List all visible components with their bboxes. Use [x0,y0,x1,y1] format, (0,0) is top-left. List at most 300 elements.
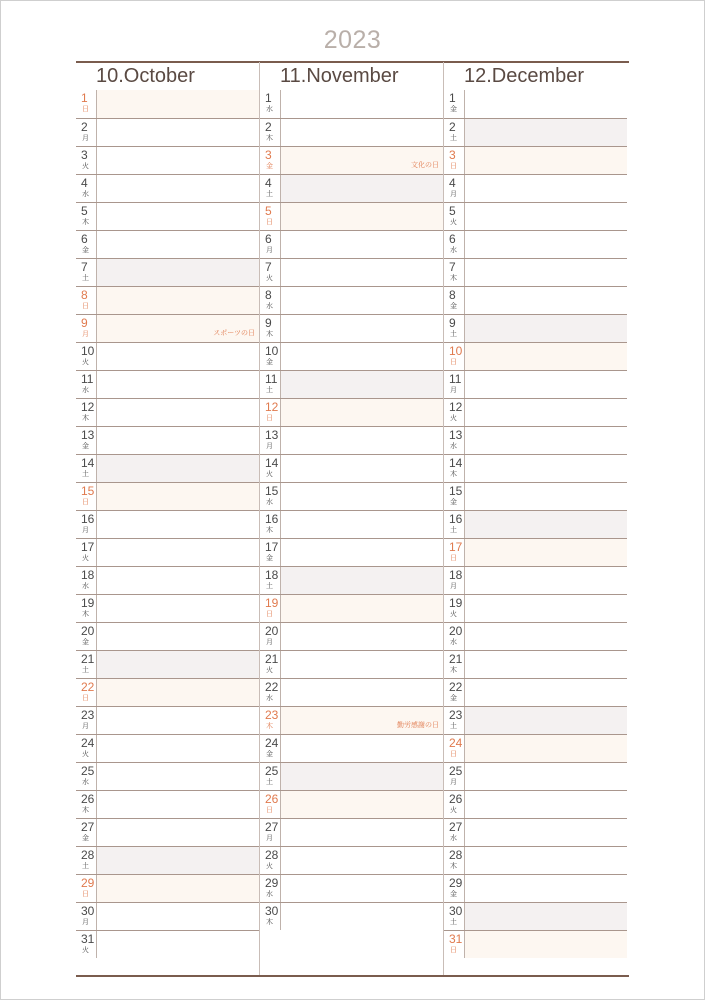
weekday-label: 水 [266,303,273,310]
weekday-label: 水 [266,499,273,506]
day-note-cell [96,371,259,398]
day-row [76,846,259,874]
holiday-label: 勤労感謝の日 [397,722,439,729]
day-row [260,678,443,706]
day-row [260,818,443,846]
month-column-december [444,62,627,975]
day-row [444,174,627,202]
day-number: 9 [265,316,272,330]
weekday-label: 火 [266,275,273,282]
weekday-label: 土 [82,275,89,282]
day-list [260,90,443,930]
day-note-cell [464,371,627,398]
day-number: 27 [449,820,463,834]
day-row [444,314,627,342]
day-note-cell [464,679,627,706]
day-number: 22 [81,680,95,694]
day-number: 2 [449,120,456,134]
day-row [260,314,443,342]
weekday-label: 水 [450,639,457,646]
weekday-label: 木 [82,611,89,618]
month-title: 10.October [96,65,195,87]
day-number: 20 [265,624,279,638]
day-note-cell [280,875,443,902]
day-row [444,734,627,762]
day-row [260,510,443,538]
day-number: 7 [265,260,272,274]
day-number: 16 [81,512,95,526]
day-row [444,370,627,398]
day-note-cell [280,455,443,482]
day-list [444,90,627,958]
weekday-label: 月 [82,135,89,142]
weekday-label: 日 [450,751,457,758]
day-number: 14 [81,456,95,470]
day-row [444,454,627,482]
day-row [76,622,259,650]
day-row [444,650,627,678]
weekday-label: 火 [82,359,89,366]
day-number: 22 [449,680,463,694]
day-row [260,342,443,370]
day-row [76,650,259,678]
day-number: 8 [81,288,88,302]
day-number: 30 [265,904,279,918]
day-note-cell [96,203,259,230]
day-row [76,146,259,174]
day-row [444,594,627,622]
weekday-label: 火 [450,807,457,814]
day-row [76,902,259,930]
day-row [260,874,443,902]
day-row [444,202,627,230]
day-number: 6 [449,232,456,246]
day-row [260,594,443,622]
day-row [76,118,259,146]
day-number: 21 [449,652,463,666]
weekday-label: 月 [82,723,89,730]
day-note-cell [280,483,443,510]
day-number: 25 [449,764,463,778]
weekday-label: 月 [82,527,89,534]
day-number: 9 [81,316,88,330]
day-note-cell [464,119,627,146]
day-note-cell [280,707,443,734]
day-row [444,230,627,258]
weekday-label: 日 [82,695,89,702]
day-number: 29 [265,876,279,890]
weekday-label: 火 [82,947,89,954]
day-row [76,258,259,286]
day-number: 6 [265,232,272,246]
day-note-cell [280,623,443,650]
day-row [76,314,259,342]
weekday-label: 木 [266,723,273,730]
day-number: 28 [265,848,279,862]
day-note-cell [96,343,259,370]
day-number: 25 [265,764,279,778]
weekday-label: 土 [266,779,273,786]
day-number: 23 [265,708,279,722]
weekday-label: 土 [450,135,457,142]
day-note-cell [464,483,627,510]
day-note-cell [280,791,443,818]
weekday-label: 日 [266,219,273,226]
day-row [76,734,259,762]
day-number: 17 [449,540,463,554]
weekday-label: 月 [450,387,457,394]
weekday-label: 金 [450,303,457,310]
day-note-cell [464,147,627,174]
weekday-label: 水 [82,779,89,786]
day-note-cell [96,931,259,958]
day-row [444,146,627,174]
day-number: 13 [449,428,463,442]
day-note-cell [280,147,443,174]
holiday-label: スポーツの日 [213,330,255,337]
day-note-cell [96,175,259,202]
day-note-cell [464,259,627,286]
weekday-label: 月 [266,247,273,254]
day-note-cell [280,119,443,146]
day-number: 31 [81,932,95,946]
weekday-label: 木 [450,471,457,478]
day-number: 4 [449,176,456,190]
day-note-cell [96,595,259,622]
weekday-label: 日 [82,891,89,898]
weekday-label: 土 [82,667,89,674]
day-note-cell [280,371,443,398]
weekday-label: 日 [266,415,273,422]
day-number: 8 [449,288,456,302]
day-number: 15 [81,484,95,498]
bottom-rule [76,975,629,977]
day-note-cell [280,567,443,594]
day-row [260,706,443,734]
day-number: 1 [81,91,88,105]
holiday-label: 文化の日 [411,162,439,169]
day-row [260,762,443,790]
weekday-label: 金 [266,751,273,758]
day-note-cell [96,819,259,846]
day-number: 19 [81,596,95,610]
day-row [260,230,443,258]
day-number: 3 [81,148,88,162]
weekday-label: 土 [82,471,89,478]
day-row [76,174,259,202]
day-row [444,790,627,818]
day-note-cell [96,623,259,650]
day-note-cell [280,203,443,230]
day-number: 27 [81,820,95,834]
day-note-cell [96,119,259,146]
day-number: 24 [449,736,463,750]
day-note-cell [96,90,259,118]
day-note-cell [464,203,627,230]
day-number: 10 [81,344,95,358]
day-row [260,118,443,146]
day-row [76,790,259,818]
weekday-label: 土 [266,583,273,590]
day-row [76,930,259,958]
weekday-label: 火 [450,611,457,618]
day-row [76,594,259,622]
day-number: 16 [449,512,463,526]
day-row [444,342,627,370]
day-note-cell [464,735,627,762]
day-note-cell [280,399,443,426]
weekday-label: 土 [450,919,457,926]
day-number: 18 [265,568,279,582]
day-note-cell [96,231,259,258]
day-row [76,398,259,426]
weekday-label: 水 [266,106,273,113]
day-note-cell [96,735,259,762]
weekday-label: 火 [266,667,273,674]
weekday-label: 日 [82,499,89,506]
weekday-label: 水 [82,583,89,590]
day-row [76,286,259,314]
weekday-label: 日 [450,555,457,562]
weekday-label: 日 [266,611,273,618]
day-row [260,650,443,678]
day-row [76,566,259,594]
day-note-cell [96,455,259,482]
day-note-cell [96,791,259,818]
day-number: 31 [449,932,463,946]
day-note-cell [280,819,443,846]
weekday-label: 月 [266,443,273,450]
day-number: 12 [449,400,463,414]
weekday-label: 火 [82,555,89,562]
day-row [260,398,443,426]
day-note-cell [464,511,627,538]
day-note-cell [280,511,443,538]
day-number: 17 [81,540,95,554]
weekday-label: 水 [266,891,273,898]
year-title: 2023 [323,26,382,54]
day-row [444,510,627,538]
day-number: 3 [449,148,456,162]
day-number: 27 [265,820,279,834]
weekday-label: 火 [266,471,273,478]
day-row [260,734,443,762]
day-row [260,454,443,482]
weekday-label: 月 [450,779,457,786]
weekday-label: 木 [266,919,273,926]
day-number: 23 [81,708,95,722]
day-number: 14 [265,456,279,470]
weekday-label: 木 [82,807,89,814]
weekday-label: 木 [266,135,273,142]
weekday-label: 金 [82,247,89,254]
day-row [76,202,259,230]
day-note-cell [280,595,443,622]
day-number: 11 [81,372,94,386]
day-note-cell [464,763,627,790]
day-row [260,622,443,650]
day-row [76,90,259,118]
day-number: 26 [81,792,95,806]
day-number: 15 [265,484,279,498]
day-note-cell [280,175,443,202]
day-row [260,286,443,314]
weekday-label: 火 [450,415,457,422]
day-row [444,846,627,874]
day-row [76,874,259,902]
day-row [444,930,627,958]
weekday-label: 水 [450,835,457,842]
weekday-label: 月 [266,639,273,646]
day-row [444,482,627,510]
weekday-label: 日 [450,947,457,954]
weekday-label: 水 [266,695,273,702]
day-row [76,678,259,706]
day-note-cell [280,651,443,678]
weekday-label: 金 [450,891,457,898]
weekday-label: 土 [450,723,457,730]
day-row [260,258,443,286]
day-note-cell [280,735,443,762]
day-row [444,566,627,594]
day-row [444,426,627,454]
day-note-cell [96,679,259,706]
day-number: 8 [265,288,272,302]
weekday-label: 金 [450,499,457,506]
day-row [444,818,627,846]
day-row [260,902,443,930]
day-row [444,902,627,930]
day-note-cell [464,231,627,258]
day-number: 29 [449,876,463,890]
day-number: 11 [265,372,278,386]
day-note-cell [464,875,627,902]
day-number: 2 [81,120,88,134]
day-number: 5 [81,204,88,218]
weekday-label: 水 [82,191,89,198]
day-row [76,510,259,538]
weekday-label: 土 [266,387,273,394]
weekday-label: 月 [450,191,457,198]
day-note-cell [280,231,443,258]
day-note-cell [464,903,627,930]
day-note-cell [464,791,627,818]
day-number: 20 [81,624,95,638]
day-note-cell [280,903,443,930]
day-note-cell [464,623,627,650]
day-number: 1 [449,91,456,105]
day-row [76,370,259,398]
day-row [444,622,627,650]
day-row [444,118,627,146]
day-note-cell [96,539,259,566]
weekday-label: 木 [82,219,89,226]
day-number: 10 [449,344,463,358]
day-row [76,538,259,566]
day-row [444,874,627,902]
day-row [444,90,627,118]
day-note-cell [280,287,443,314]
day-number: 20 [449,624,463,638]
month-column-october [76,62,260,975]
day-number: 7 [449,260,456,274]
weekday-label: 水 [450,247,457,254]
day-number: 11 [449,372,462,386]
month-title: 11.November [280,65,399,87]
weekday-label: 火 [450,219,457,226]
day-number: 23 [449,708,463,722]
weekday-label: 土 [450,331,457,338]
day-note-cell [464,90,627,118]
weekday-label: 月 [82,331,89,338]
day-note-cell [96,315,259,342]
weekday-label: 金 [82,835,89,842]
day-note-cell [464,399,627,426]
day-number: 7 [81,260,88,274]
day-number: 22 [265,680,279,694]
weekday-label: 火 [82,751,89,758]
day-note-cell [96,511,259,538]
day-note-cell [280,427,443,454]
day-number: 1 [265,91,272,105]
day-row [444,706,627,734]
day-number: 28 [81,848,95,862]
day-row [260,90,443,118]
weekday-label: 木 [450,275,457,282]
weekday-label: 金 [82,639,89,646]
day-note-cell [96,427,259,454]
day-note-cell [96,763,259,790]
day-note-cell [280,679,443,706]
day-note-cell [96,483,259,510]
day-note-cell [464,427,627,454]
weekday-label: 木 [266,527,273,534]
day-note-cell [464,539,627,566]
day-list [76,90,259,958]
day-row [260,482,443,510]
weekday-label: 木 [82,415,89,422]
day-note-cell [96,707,259,734]
day-number: 17 [265,540,279,554]
day-note-cell [96,147,259,174]
day-note-cell [96,399,259,426]
day-number: 24 [81,736,95,750]
day-number: 21 [81,652,95,666]
day-number: 13 [265,428,279,442]
day-note-cell [96,903,259,930]
day-number: 10 [265,344,279,358]
weekday-label: 金 [450,106,457,113]
day-number: 30 [81,904,95,918]
weekday-label: 土 [266,191,273,198]
day-row [76,342,259,370]
day-note-cell [96,567,259,594]
day-number: 9 [449,316,456,330]
day-row [260,566,443,594]
day-note-cell [464,175,627,202]
day-number: 16 [265,512,279,526]
day-row [76,426,259,454]
weekday-label: 日 [450,163,457,170]
weekday-label: 日 [82,303,89,310]
day-row [444,538,627,566]
day-note-cell [280,847,443,874]
day-note-cell [96,287,259,314]
day-number: 4 [81,176,88,190]
weekday-label: 日 [266,807,273,814]
day-number: 25 [81,764,95,778]
day-note-cell [280,763,443,790]
